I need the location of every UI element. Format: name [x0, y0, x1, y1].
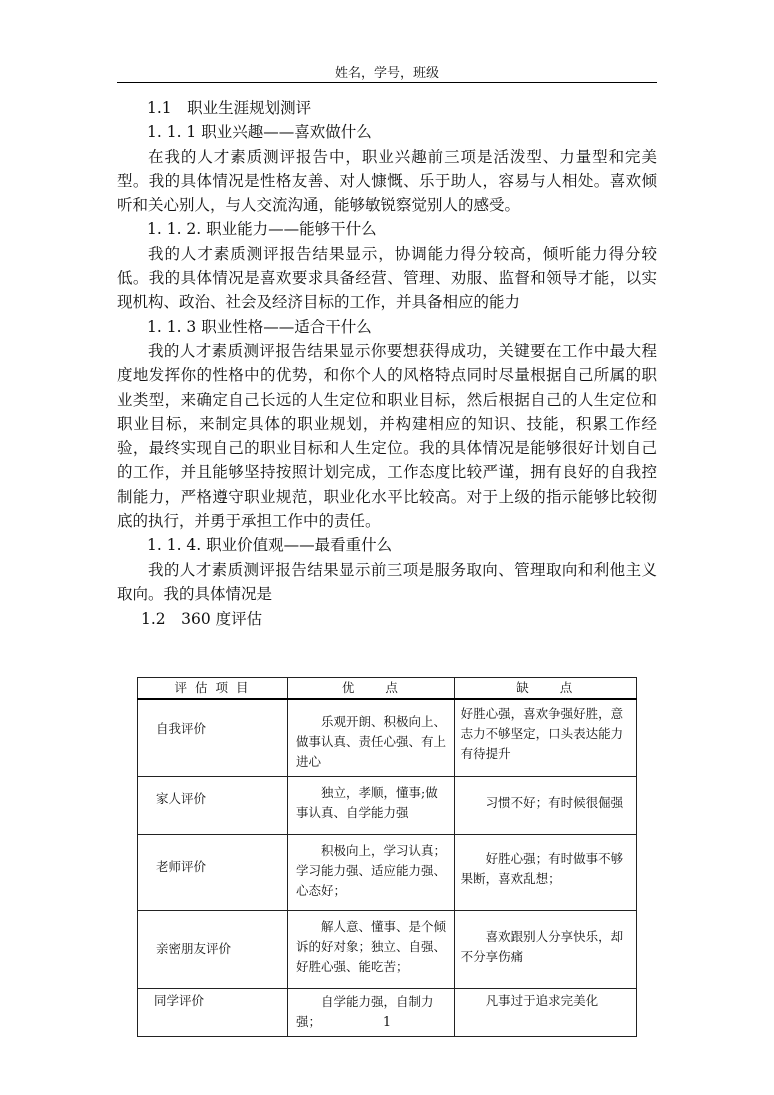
evaluation-table: [137, 677, 637, 1037]
row-cons: 凡事过于追求完美化: [454, 989, 636, 1037]
header-cons: 缺 点: [454, 678, 636, 700]
section-1-1-title: 1.1 职业生涯规划测评: [147, 99, 312, 117]
document-body: [117, 96, 657, 632]
row-pros: 积极向上，学习认真；学习能力强、适应能力强、心态好；: [288, 835, 455, 911]
section-1-1-4-body: 我的人才素质测评报告结果显示前三项是服务取向、管理取向和利他主义取向。我的具体情况是: [117, 560, 657, 603]
row-cons: 好胜心强，喜欢争强好胜，意志力不够坚定，口头表达能力有待提升: [454, 699, 636, 777]
row-item: 自我评价: [138, 699, 288, 777]
table-row: [138, 699, 637, 777]
row-pros: 独立，孝顺，懂事;做事认真、自学能力强: [288, 777, 455, 835]
row-pros: 解人意、懂事、是个倾诉的好对象；独立、自强、好胜心强、能吃苦；: [288, 911, 455, 989]
section-1-2-title: 1.2 360 度评估: [141, 610, 263, 629]
row-cons: 习惯不好；有时候很倔强: [454, 777, 636, 835]
section-1-1-2-body: 我的人才素质测评报告结果显示，协调能力得分较高，倾听能力得分较低。我的具体情况是喜欢要求具备经营、管理、劝服、监督和领导才能，以实现机构、政治、社会及经济目标的工作，并具备相应的能力: [117, 244, 657, 312]
header-item: 评 估 项 目: [138, 678, 288, 700]
row-pros: 乐观开朗、积极向上、做事认真、责任心强、有上进心: [288, 699, 455, 777]
section-1-1-1-title: 1. 1. 1 职业兴趣——喜欢做什么: [147, 123, 372, 142]
row-cons: 好胜心强；有时做事不够果断，喜欢乱想；: [454, 835, 636, 911]
section-1-1-4-title: 1. 1. 4. 职业价值观——最看重什么: [147, 536, 393, 555]
row-item: 老师评价: [138, 835, 288, 911]
page-header: 姓名，学号，班级: [334, 66, 439, 81]
row-item: 亲密朋友评价: [138, 911, 288, 989]
row-cons: 喜欢跟别人分享快乐，却不分享伤痛: [454, 911, 636, 989]
header-pros: 优 点: [288, 678, 455, 700]
table-row: [138, 911, 637, 989]
section-1-1-2-title: 1. 1. 2. 职业能力——能够干什么: [147, 220, 377, 239]
table-row: [138, 835, 637, 911]
section-1-1-1-body: 在我的人才素质测评报告中，职业兴趣前三项是活泼型、力量型和完美型。我的具体情况是性格友善、对人慷慨、乐于助人，容易与人相处。喜欢倾听和关心别人，与人交流沟通，能够敏锐察觉别人的感受。: [117, 147, 657, 215]
table-row: [138, 777, 637, 835]
section-1-1-3-body: 我的人才素质测评报告结果显示你要想获得成功，关键要在工作中最大程度地发挥你的性格中的优势，和你个人的风格特点同时尽量根据自己所属的职业类型，来确定自己长远的人生定位和职业目标，然后根据自己的人生定位和职业目标，来制定具体的职业规划，并构建相应的知识、技能，积累工作经验，最终实现自己的职业目标和人生定位。我的具体情况是能够很好计划自己的工作，并且能够坚持按照计划完成，工作态度比较严谨，拥有良好的自我控制能力，严格遵守职业规范，职业化水平比较高。对于上级的指示能够比较彻底的执行，并勇于承担工作中的责任。: [117, 341, 657, 531]
section-1-1-3-title: 1. 1. 3 职业性格——适合干什么: [147, 317, 372, 336]
row-pros: 自学能力强，自制力强；: [288, 989, 455, 1037]
header-rule: [117, 82, 657, 83]
table-header-row: [138, 678, 637, 700]
row-item: 同学评价: [138, 989, 288, 1037]
page-number: 1: [382, 1015, 392, 1030]
row-item: 家人评价: [138, 777, 288, 835]
